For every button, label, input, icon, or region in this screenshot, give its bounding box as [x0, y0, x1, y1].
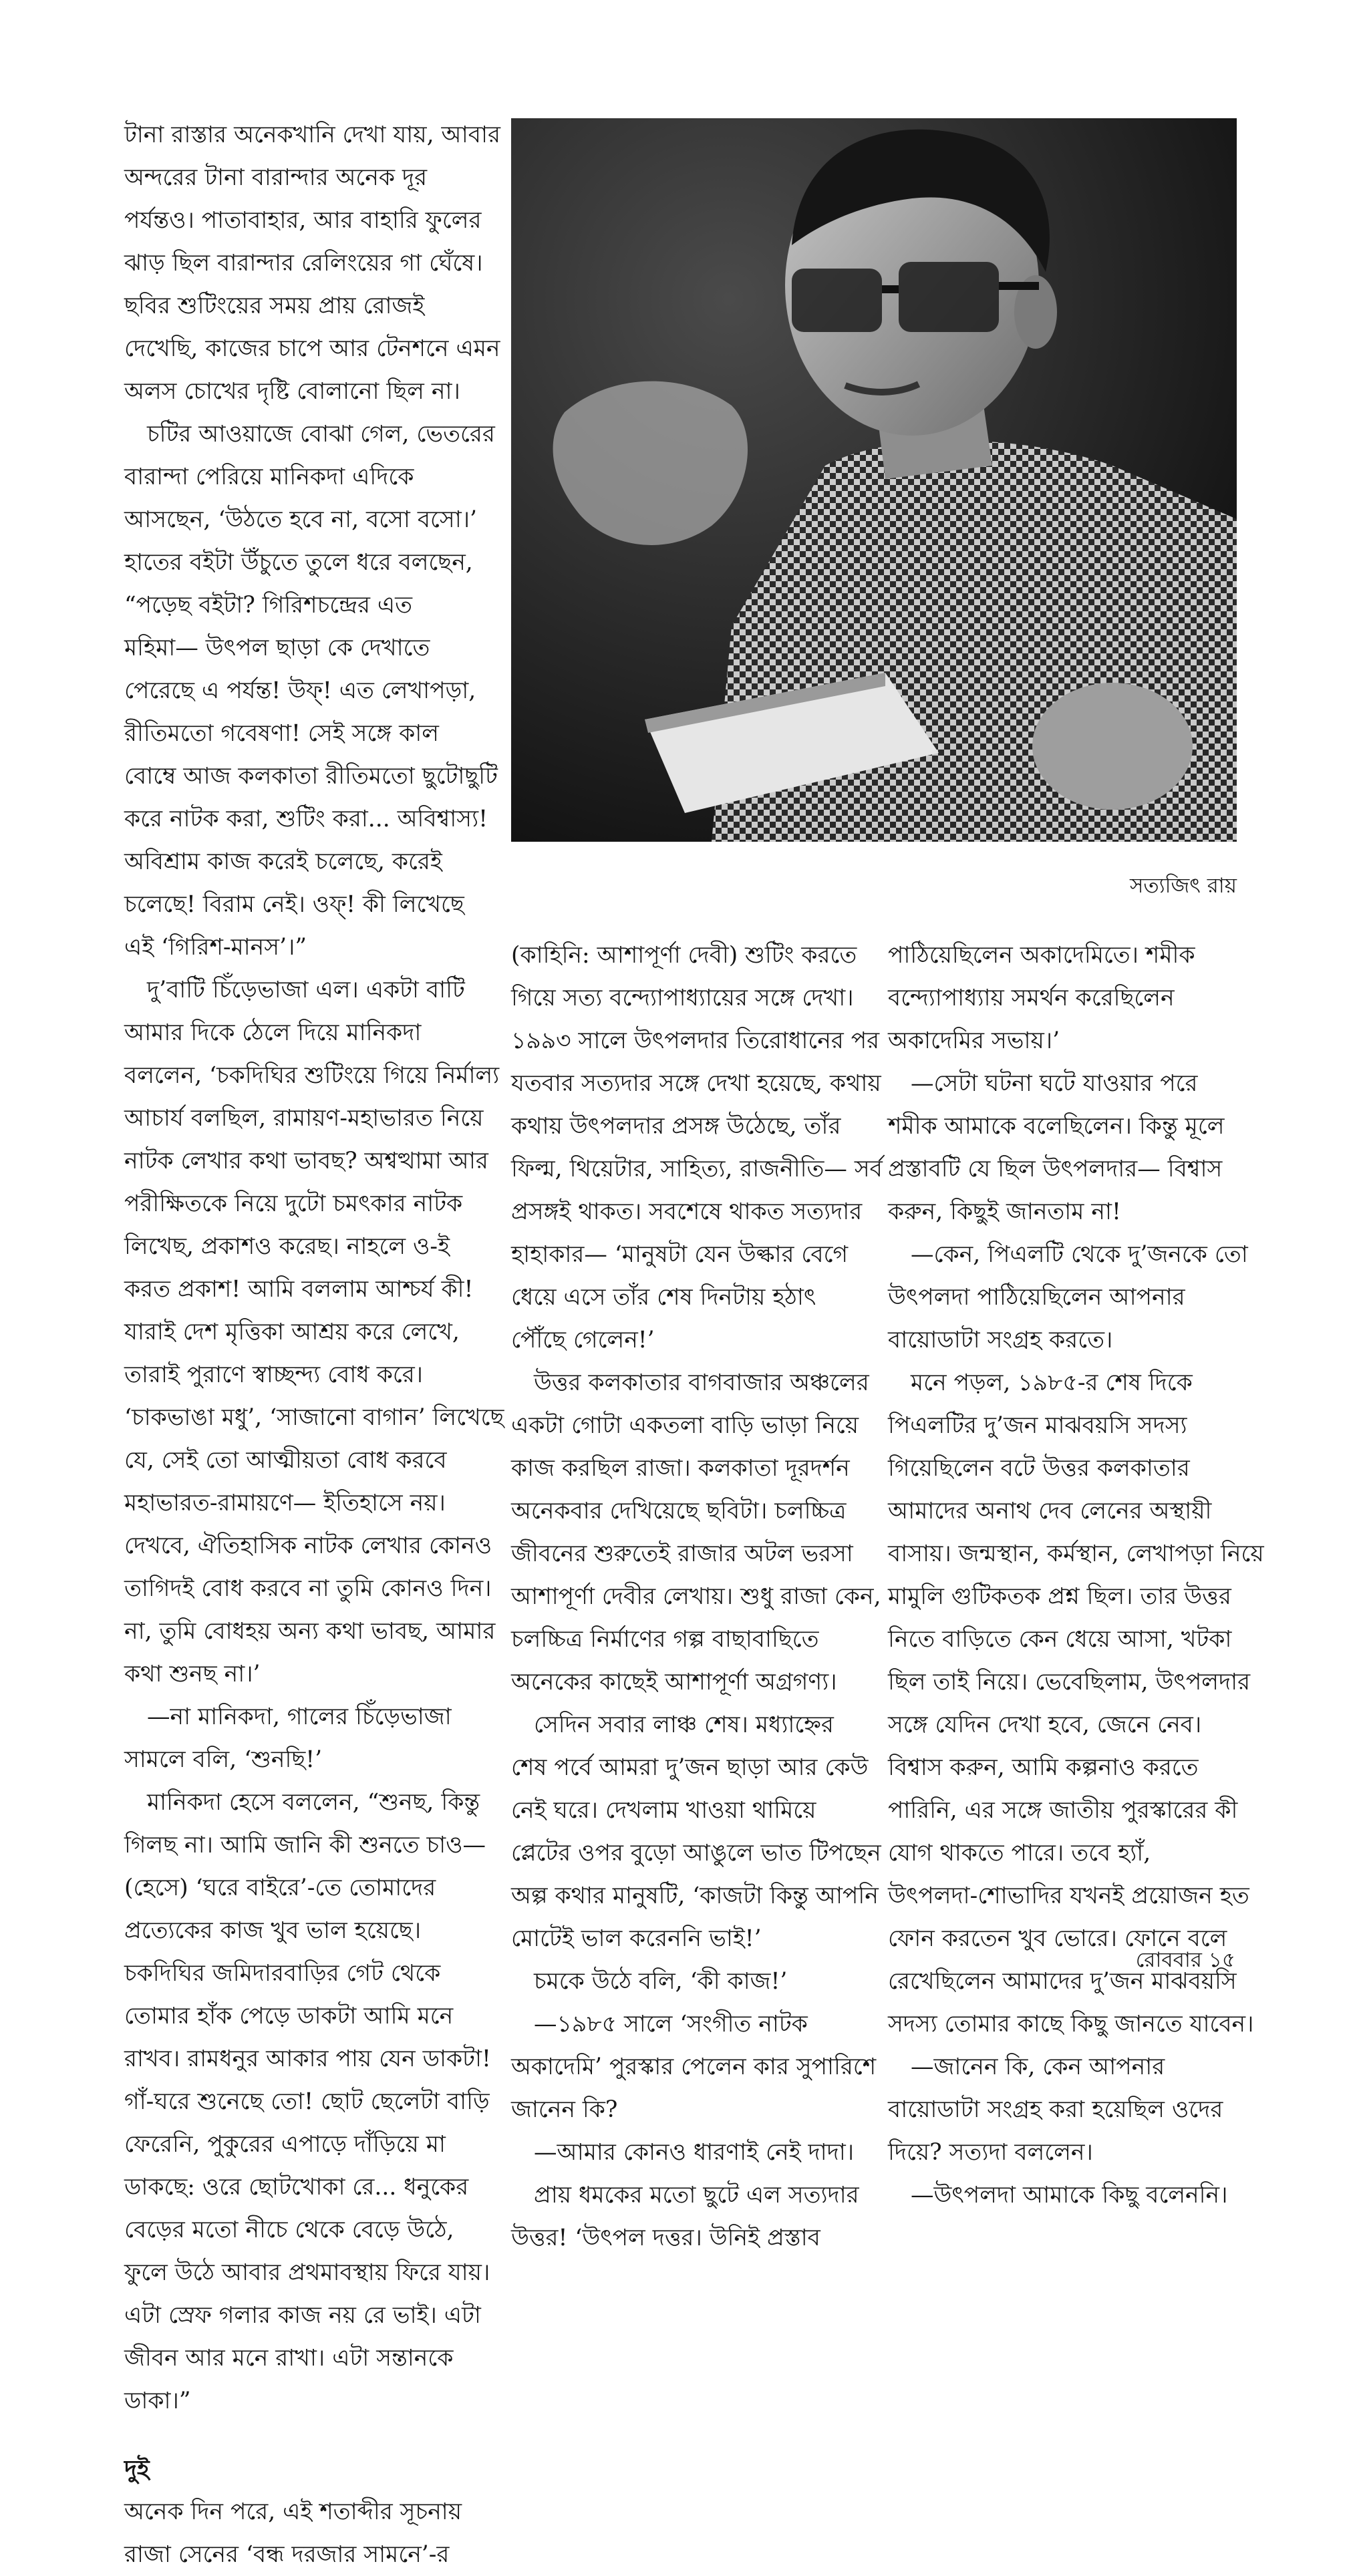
text-line: মনে পড়ল, ১৯৮৫-র শেষ দিকে: [911, 1370, 1193, 1396]
text-line: ১৯৯৩ সালে উৎপলদার তিরোধানের পর: [511, 1027, 880, 1054]
text-line: তারাই পুরাণে স্বাচ্ছন্দ্য বোধ করে।: [124, 1361, 424, 1388]
portrait-photo: [511, 118, 1237, 842]
text-line: রীতিমতো গবেষণা! সেই সঙ্গে কাল: [124, 720, 439, 747]
text-line: এটা স্রেফ গলার কাজ নয় রে ভাই। এটা: [124, 2302, 481, 2329]
text-line: ফুলে উঠে আবার প্রথমাবস্থায় ফিরে যায়।: [124, 2259, 490, 2286]
text-line: চকদিঘির জমিদারবাড়ির গেট থেকে: [124, 1960, 441, 1987]
text-line: না, তুমি বোধহয় অন্য কথা ভাবছ, আমার: [124, 1618, 496, 1645]
text-line: প্রায় ধমকের মতো ছুটে এল সত্যদার: [534, 2182, 859, 2209]
portrait-photo-image: [511, 118, 1237, 842]
text-line: যোগ থাকতে পারে। তবে হ্যাঁ,: [888, 1840, 1151, 1867]
text-line: চলচ্চিত্র নির্মাণের গল্প বাছাবাছিতে: [511, 1626, 819, 1653]
text-line: সামলে বলি, ‘শুনছি!’: [124, 1746, 323, 1773]
text-line: সঙ্গে যেদিন দেখা হবে, জেনে নেব।: [888, 1712, 1202, 1738]
text-line: —কেন, পিএলটি থেকে দু’জনকে তো: [911, 1241, 1248, 1268]
text-line: পরীক্ষিতকে নিয়ে দুটো চমৎকার নাটক: [124, 1190, 463, 1217]
text-line: প্রত্যেকের কাজ খুব ভাল হয়েছে।: [124, 1917, 422, 1944]
text-line: বায়োডাটা সংগ্রহ করতে।: [888, 1327, 1113, 1353]
text-line: নিতে বাড়িতে কেন ধেয়ে আসা, খটকা: [888, 1626, 1232, 1653]
text-line: কাজ করছিল রাজা। কলকাতা দূরদর্শন: [511, 1455, 850, 1482]
text-line: অবিশ্রাম কাজ করেই চলেছে, করেই: [124, 848, 442, 875]
text-line: শমীক আমাকে বলেছিলেন। কিন্তু মূলে: [888, 1113, 1225, 1140]
text-line: বোম্বে আজ কলকাতা রীতিমতো ছুটোছুটি: [124, 763, 498, 790]
text-line: পিএলটির দু’জন মাঝবয়সি সদস্য: [888, 1412, 1187, 1439]
text-line: উৎপলদা-শোভাদির যখনই প্রয়োজন হত: [888, 1883, 1249, 1909]
text-line: ঝাড় ছিল বারান্দার রেলিংয়ের গা ঘেঁষে।: [124, 250, 483, 277]
text-line: —না মানিকদা, গালের চিঁড়েভাজা: [147, 1704, 452, 1730]
text-line: রাজা সেনের ‘বন্ধ দরজার সামনে’-র: [124, 2541, 450, 2568]
text-line: —সেটা ঘটনা ঘটে যাওয়ার পরে: [911, 1070, 1198, 1097]
text-line: মহিমা— উৎপল ছাড়া কে দেখাতে: [124, 635, 430, 661]
text-line: ডাকা।”: [124, 2388, 191, 2414]
text-line: করত প্রকাশ! আমি বললাম আশ্চর্য কী!: [124, 1276, 474, 1303]
text-line: চটির আওয়াজে বোঝা গেল, ভেতরের: [147, 421, 495, 448]
text-line: যে, সেই তো আত্মীয়তা বোধ করবে: [124, 1447, 447, 1474]
article-column-left: [124, 114, 505, 2576]
text-line: অন্দরের টানা বারান্দার অনেক দূর: [124, 164, 428, 191]
text-line: রাখব। রামধনুর আকার পায় যেন ডাকটা!: [124, 2046, 491, 2072]
text-line: মহাভারত-রামায়ণে— ইতিহাসে নয়।: [124, 1490, 446, 1516]
text-line: বাসায়। জন্মস্থান, কর্মস্থান, লেখাপড়া নিয়ে: [888, 1541, 1264, 1567]
text-line: দিয়ে? সত্যদা বললেন।: [888, 2139, 1093, 2166]
text-line: বললেন, ‘চকদিঘির শুটিংয়ে গিয়ে নির্মাল্য: [124, 1062, 500, 1089]
text-line: ছবির শুটিংয়ের সময় প্রায় রোজই: [124, 293, 425, 319]
text-line: সদস্য তোমার কাছে কিছু জানতে যাবেন।: [888, 2011, 1254, 2038]
text-line: ফোন করতেন খুব ভোরে। ফোনে বলে: [888, 1925, 1227, 1952]
photo-caption: সত্যজিৎ রায়: [1129, 874, 1237, 898]
text-line: বারান্দা পেরিয়ে মানিকদা এদিকে: [124, 464, 414, 490]
text-line: বন্দ্যোপাধ্যায় সমর্থন করেছিলেন: [888, 985, 1175, 1011]
text-line: একটা গোটা একতলা বাড়ি ভাড়া নিয়ে: [511, 1412, 859, 1439]
text-line: প্লেটের ওপর বুড়ো আঙুলে ভাত টিপছেন: [511, 1840, 881, 1867]
text-line: দু’বাটি চিঁড়েভাজা এল। একটা বাটি: [147, 977, 465, 1003]
text-line: —আমার কোনও ধারণাই নেই দাদা।: [534, 2139, 855, 2166]
text-line: —১৯৮৫ সালে ‘সংগীত নাটক: [534, 2011, 808, 2038]
text-line: —উৎপলদা আমাকে কিছু বলেননি।: [911, 2182, 1228, 2209]
text-line: অনেক দিন পরে, এই শতাব্দীর সূচনায়: [124, 2499, 462, 2525]
text-line: হাতের বইটা উঁচুতে তুলে ধরে বলছেন,: [124, 549, 473, 576]
text-line: উত্তর! ‘উৎপল দত্তর। উনিই প্রস্তাব: [511, 2225, 820, 2251]
text-line: চলেছে! বিরাম নেই। ওফ্! কী লিখেছে: [124, 891, 464, 918]
text-line: জীবন আর মনে রাখা। এটা সন্তানকে: [124, 2345, 454, 2372]
text-line: ‘চাকভাঙা মধু’, ‘সাজানো বাগান’ লিখেছে: [124, 1404, 504, 1431]
text-line: জানেন কি?: [511, 2096, 618, 2123]
text-line: প্রসঙ্গই থাকত। সবশেষে থাকত সত্যদার: [511, 1198, 863, 1225]
text-line: গাঁ-ঘরে শুনেছে তো! ছোট ছেলেটা বাড়ি: [124, 2088, 490, 2115]
text-line: টানা রাস্তার অনেকখানি দেখা যায়, আবার: [124, 122, 500, 148]
text-line: পৌঁছে গেলেন!’: [511, 1327, 655, 1353]
text-line: পেরেছে এ পর্যন্ত! উফ্! এত লেখাপড়া,: [124, 677, 476, 704]
text-line: হাহাকার— ‘মানুষটা যেন উল্কার বেগে: [511, 1241, 849, 1268]
article-column-right: [888, 934, 1272, 2217]
text-line: বিশ্বাস করুন, আমি কল্পনাও করতে: [888, 1754, 1199, 1781]
text-line: মানিকদা হেসে বললেন, “শুনছ, কিন্তু: [147, 1789, 480, 1816]
text-line: ধেয়ে এসে তাঁর শেষ দিনটায় হঠাৎ: [511, 1284, 816, 1311]
text-line: অনেকের কাছেই আশাপূর্ণা অগ্রগণ্য।: [511, 1669, 837, 1696]
text-line: লিখেছ, প্রকাশও করেছ। নাহলে ও-ই: [124, 1233, 450, 1260]
text-line: জীবনের শুরুতেই রাজার অটল ভরসা: [511, 1541, 853, 1567]
text-line: দেখেছি, কাজের চাপে আর টেনশনে এমন: [124, 335, 500, 362]
text-line: মামুলি গুটিকতক প্রশ্ন ছিল। তার উত্তর: [888, 1583, 1231, 1610]
text-line: পারিনি, এর সঙ্গে জাতীয় পুরস্কারের কী: [888, 1797, 1238, 1824]
text-line: আচার্য বলছিল, রামায়ণ-মহাভারত নিয়ে: [124, 1105, 484, 1132]
text-line: শেষ পর্বে আমরা দু’জন ছাড়া আর কেউ: [511, 1754, 869, 1781]
text-line: তাগিদই বোধ করবে না তুমি কোনও দিন।: [124, 1575, 492, 1602]
text-line: কথা শুনছ না।’: [124, 1661, 261, 1687]
text-line: এই ‘গিরিশ-মানস’।”: [124, 934, 307, 961]
text-line: কথায় উৎপলদার প্রসঙ্গ উঠেছে, তাঁর: [511, 1113, 841, 1140]
text-line: সেদিন সবার লাঞ্চ শেষ। মধ্যাহ্নের: [534, 1712, 834, 1738]
text-line: আসছেন, ‘উঠতে হবে না, বসো বসো।’: [124, 506, 477, 533]
text-line: গিয়েছিলেন বটে উত্তর কলকাতার: [888, 1455, 1190, 1482]
text-line: দেখবে, ঐতিহাসিক নাটক লেখার কোনও: [124, 1533, 492, 1559]
text-line: উত্তর কলকাতার বাগবাজার অঞ্চলের: [534, 1370, 869, 1396]
text-line: আমার দিকে ঠেলে দিয়ে মানিকদা: [124, 1019, 422, 1046]
section-heading: দুই: [124, 2455, 150, 2483]
text-line: করুন, কিছুই জানতাম না!: [888, 1198, 1121, 1225]
text-line: আশাপূর্ণা দেবীর লেখায়। শুধু রাজা কেন,: [511, 1583, 881, 1610]
text-line: করে নাটক করা, শুটিং করা... অবিশ্বাস্য!: [124, 806, 488, 832]
text-line: ফিল্ম, থিয়েটার, সাহিত্য, রাজনীতি— সর্ব: [511, 1156, 883, 1182]
text-line: গিলছ না। আমি জানি কী শুনতে চাও—: [124, 1832, 486, 1859]
text-line: অলস চোখের দৃষ্টি বোলানো ছিল না।: [124, 378, 460, 405]
text-line: যারাই দেশ মৃত্তিকা আশ্রয় করে লেখে,: [124, 1319, 460, 1345]
text-line: গিয়ে সত্য বন্দ্যোপাধ্যায়ের সঙ্গে দেখা।: [511, 985, 854, 1011]
text-line: ফেরেনি, পুকুরের এপাড়ে দাঁড়িয়ে মা: [124, 2131, 446, 2158]
text-line: [124, 2422, 505, 2444]
text-line: চমকে উঠে বলি, ‘কী কাজ!’: [534, 1968, 788, 1995]
text-line: তোমার হাঁক পেড়ে ডাকটা আমি মনে: [124, 2003, 454, 2030]
text-line: (কাহিনি: আশাপূর্ণা দেবী) শুটিং করতে: [511, 942, 857, 969]
text-line: পাঠিয়েছিলেন অকাদেমিতে। শমীক: [888, 942, 1195, 969]
text-line: (হেসে) ‘ঘরে বাইরে’-তে তোমাদের: [124, 1875, 436, 1901]
text-line: মোটেই ভাল করেননি ভাই!’: [511, 1925, 762, 1952]
text-line: নাটক লেখার কথা ভাবছ? অশ্বত্থামা আর: [124, 1148, 488, 1174]
text-line: রেখেছিলেন আমাদের দু’জন মাঝবয়সি: [888, 1968, 1237, 1995]
text-line: অনেকবার দেখিয়েছে ছবিটা। চলচ্চিত্র: [511, 1498, 847, 1524]
page-folio: রোববার ১৫: [1135, 1948, 1235, 1972]
text-line: “পড়েছ বইটা? গিরিশচন্দ্রের এত: [124, 592, 413, 619]
text-line: বেড়ের মতো নীচে থেকে বেড়ে উঠে,: [124, 2217, 454, 2243]
text-line: প্রস্তাবটি যে ছিল উৎপলদার— বিশ্বাস: [888, 1156, 1223, 1182]
text-line: —জানেন কি, কেন আপনার: [911, 2054, 1165, 2080]
text-line: আমাদের অনাথ দেব লেনের অস্থায়ী: [888, 1498, 1212, 1524]
text-line: অল্প কথার মানুষটি, ‘কাজটা কিন্তু আপনি: [511, 1883, 879, 1909]
text-line: ডাকছে: ওরে ছোটখোকা রে... ধনুকের: [124, 2174, 469, 2201]
article-column-middle: [511, 934, 895, 2259]
text-line: নেই ঘরে। দেখলাম খাওয়া থামিয়ে: [511, 1797, 816, 1824]
text-line: অকাদেমির সভায়।’: [888, 1027, 1060, 1054]
text-line: উৎপলদা পাঠিয়েছিলেন আপনার: [888, 1284, 1185, 1311]
text-line: ছিল তাই নিয়ে। ভেবেছিলাম, উৎপলদার: [888, 1669, 1251, 1696]
text-line: যতবার সত্যদার সঙ্গে দেখা হয়েছে, কথায়: [511, 1070, 881, 1097]
text-line: পর্যন্তও। পাতাবাহার, আর বাহারি ফুলের: [124, 207, 482, 234]
text-line: অকাদেমি’ পুরস্কার পেলেন কার সুপারিশে: [511, 2054, 877, 2080]
text-line: বায়োডাটা সংগ্রহ করা হয়েছিল ওদের: [888, 2096, 1223, 2123]
